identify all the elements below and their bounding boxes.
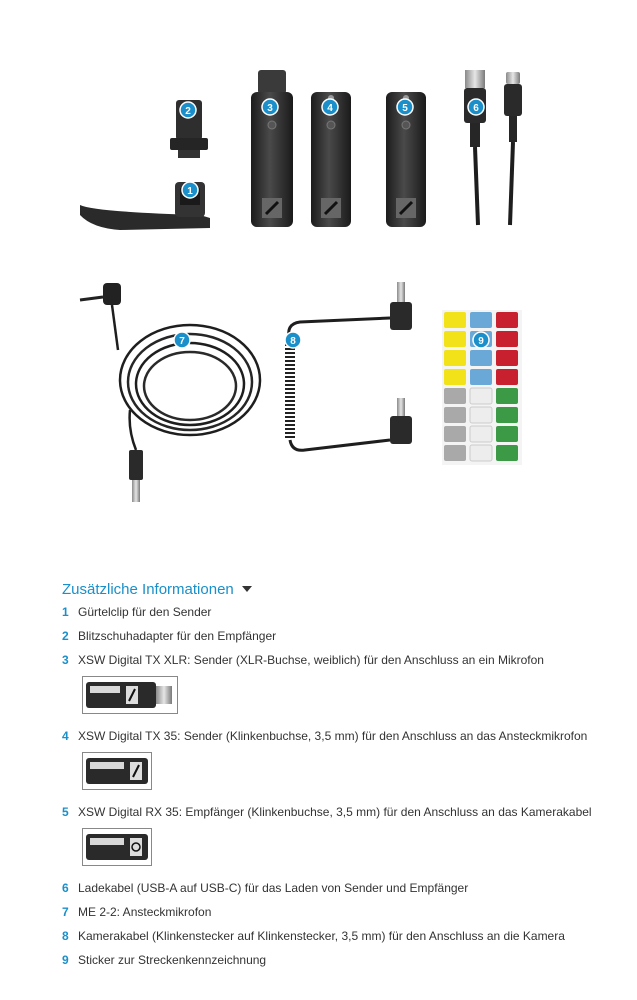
marker-7 [174, 332, 190, 348]
usb-cable-image [464, 70, 522, 225]
additional-info-title: Zusätzliche Informationen [62, 580, 234, 598]
info-item-text: Sticker zur Streckenkennzeichnung [78, 953, 267, 967]
info-item-4 [62, 728, 632, 794]
info-item-number: 4 [62, 729, 69, 743]
marker-4 [322, 99, 338, 115]
info-item-number: 1 [62, 605, 69, 619]
info-item-text: Blitzschuhadapter für den Empfänger [78, 629, 277, 643]
svg-text:9: 9 [478, 336, 484, 347]
svg-text:3: 3 [267, 103, 273, 114]
additional-info-toggle[interactable] [62, 578, 632, 600]
info-item-text: XSW Digital TX XLR: Sender (XLR-Buchse, weiblich) für den Anschluss an ein Mikrofon [78, 653, 544, 667]
info-item-6 [62, 880, 632, 896]
info-list [62, 604, 632, 968]
svg-text:8: 8 [290, 336, 296, 347]
marker-8 [285, 332, 301, 348]
svg-text:7: 7 [179, 336, 185, 347]
info-item-8 [62, 928, 632, 944]
info-item-number: 8 [62, 929, 69, 943]
svg-text:1: 1 [187, 186, 193, 197]
rx-35-thumbnail [82, 828, 152, 866]
info-item-number: 2 [62, 629, 69, 643]
info-item-text: ME 2-2: Ansteckmikrofon [78, 905, 212, 919]
marker-9 [473, 332, 489, 348]
info-item-number: 3 [62, 653, 69, 667]
info-item-3 [62, 652, 632, 718]
marker-2 [180, 102, 196, 118]
camera-cable-image [289, 282, 412, 450]
svg-text:2: 2 [185, 106, 191, 117]
svg-text:4: 4 [327, 103, 333, 114]
additional-info-section [62, 578, 632, 968]
info-item-9 [62, 952, 632, 968]
marker-6 [468, 99, 484, 115]
info-item-1 [62, 604, 632, 620]
info-item-2 [62, 628, 632, 644]
lavalier-mic-image [80, 283, 260, 502]
caret-down-icon [242, 586, 252, 592]
info-item-text: Gürtelclip für den Sender [78, 605, 212, 619]
marker-1 [182, 182, 198, 198]
marker-5 [397, 99, 413, 115]
marker-3 [262, 99, 278, 115]
svg-text:5: 5 [402, 103, 408, 114]
tx-xlr-image [251, 70, 293, 227]
info-item-text: Kamerakabel (Klinkenstecker auf Klinkenstecker, 3,5 mm) für den Anschluss an die Kamera [78, 929, 565, 943]
svg-text:6: 6 [473, 103, 479, 114]
info-item-5 [62, 804, 632, 870]
info-item-number: 5 [62, 805, 69, 819]
info-item-number: 9 [62, 953, 69, 967]
info-item-text: Ladekabel (USB-A auf USB-C) für das Laden von Sender und Empfänger [78, 881, 469, 895]
info-item-text: XSW Digital RX 35: Empfänger (Klinkenbuchse, 3,5 mm) für den Anschluss an das Kamerakabel [78, 805, 592, 819]
info-item-text: XSW Digital TX 35: Sender (Klinkenbuchse, 3,5 mm) für den Anschluss an das Ansteckmikrofon [78, 729, 588, 743]
tx-xlr-thumbnail [82, 676, 178, 714]
tx-35-thumbnail [82, 752, 152, 790]
info-item-number: 7 [62, 905, 69, 919]
info-item-7 [62, 904, 632, 920]
info-item-number: 6 [62, 881, 69, 895]
